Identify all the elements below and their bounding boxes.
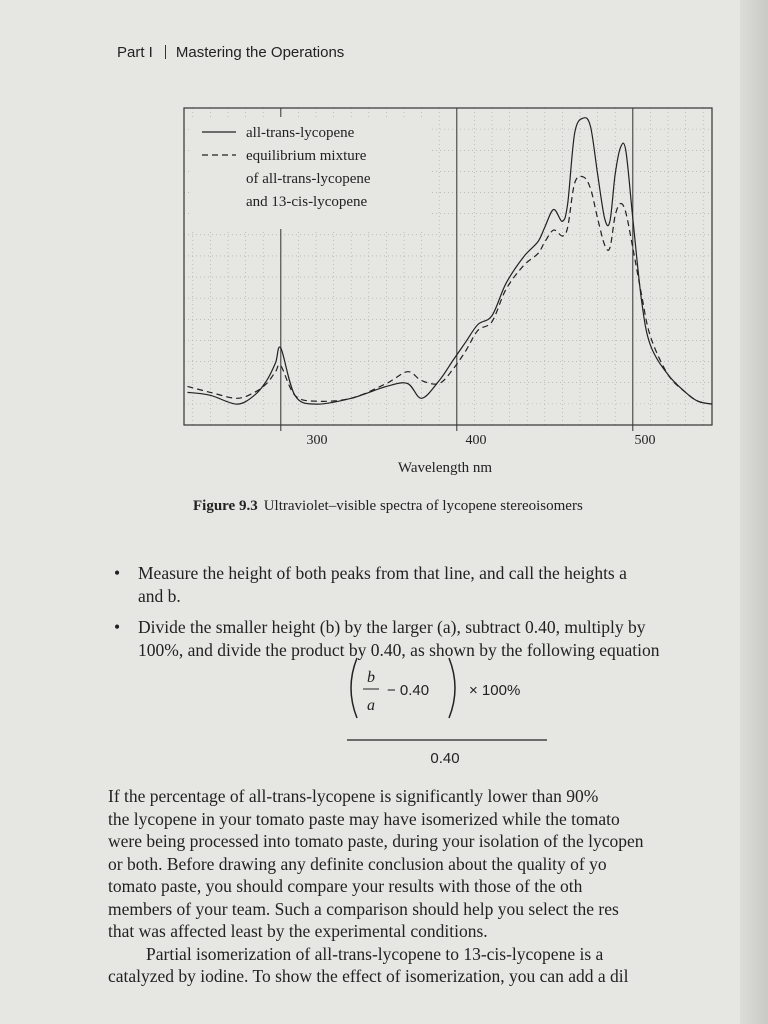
- list-item: [110, 562, 768, 608]
- bullet-dot: •: [114, 617, 121, 637]
- running-head: [117, 44, 344, 61]
- figure-number: Figure 9.3: [193, 498, 258, 514]
- times-percent: × 100%: [469, 682, 521, 699]
- body-text: [108, 785, 768, 988]
- list-item-line: Divide the smaller height (b) by the larger (a), subtract 0.40, multiply by: [138, 617, 646, 637]
- part-label: Part I: [117, 44, 153, 61]
- paragraph: Partial isomerization of all-trans-lycopene to 13-cis-lycopene is a catalyzed by iodine. To show the effect of isomerization, you can add a dil: [108, 943, 629, 986]
- header-divider: [165, 45, 166, 59]
- x-tick-label-500: 500: [634, 433, 656, 448]
- bullet-dot: •: [114, 563, 121, 583]
- legend-solid-label: all-trans-lycopene: [246, 125, 355, 141]
- spectrum-chart: [180, 105, 720, 485]
- x-tick-label-300: 300: [306, 433, 328, 448]
- percentage-equation: [345, 650, 565, 770]
- list-item-line: and b.: [138, 586, 181, 606]
- x-axis-label: Wavelength nm: [397, 460, 493, 476]
- minus-constant: − 0.40: [387, 682, 430, 699]
- figure-caption-text: Ultraviolet–visible spectra of lycopene stereoisomers: [263, 498, 583, 514]
- main-denominator: 0.40: [430, 750, 460, 767]
- legend-dashed-label-3: and 13-cis-lycopene: [246, 194, 368, 210]
- fraction-denominator-a: a: [367, 697, 375, 714]
- list-item-line: 100%, and divide the product by 0.40, as shown by the following equation: [138, 640, 660, 660]
- chapter-title: Mastering the Operations: [175, 44, 345, 61]
- equation-graphic: [345, 650, 565, 770]
- left-paren: [351, 658, 357, 718]
- fraction-numerator-b: b: [367, 669, 375, 686]
- right-paren: [449, 658, 455, 718]
- figure-caption: [193, 498, 583, 515]
- legend-dashed-label-2: of all-trans-lycopene: [246, 171, 371, 187]
- spectrum-figure: [180, 105, 720, 490]
- x-tick-label-400: 400: [465, 433, 487, 448]
- list-item-line: Measure the height of both peaks from that line, and call the heights a: [138, 563, 627, 583]
- legend-dashed-label-1: equilibrium mixture: [246, 148, 367, 164]
- paragraph: If the percentage of all-trans-lycopene is significantly lower than 90% the lycopene in your tomato paste may have isomerized while the tomato were being processed into tomato paste, during your isolation of the lycopen or both. Before drawing any definite conclusion about the quality of yo tomato paste, you should compare your results with those of the oth members of your team. Such a comparison should help you select the res that was affected least by the experimental conditions.: [108, 786, 644, 941]
